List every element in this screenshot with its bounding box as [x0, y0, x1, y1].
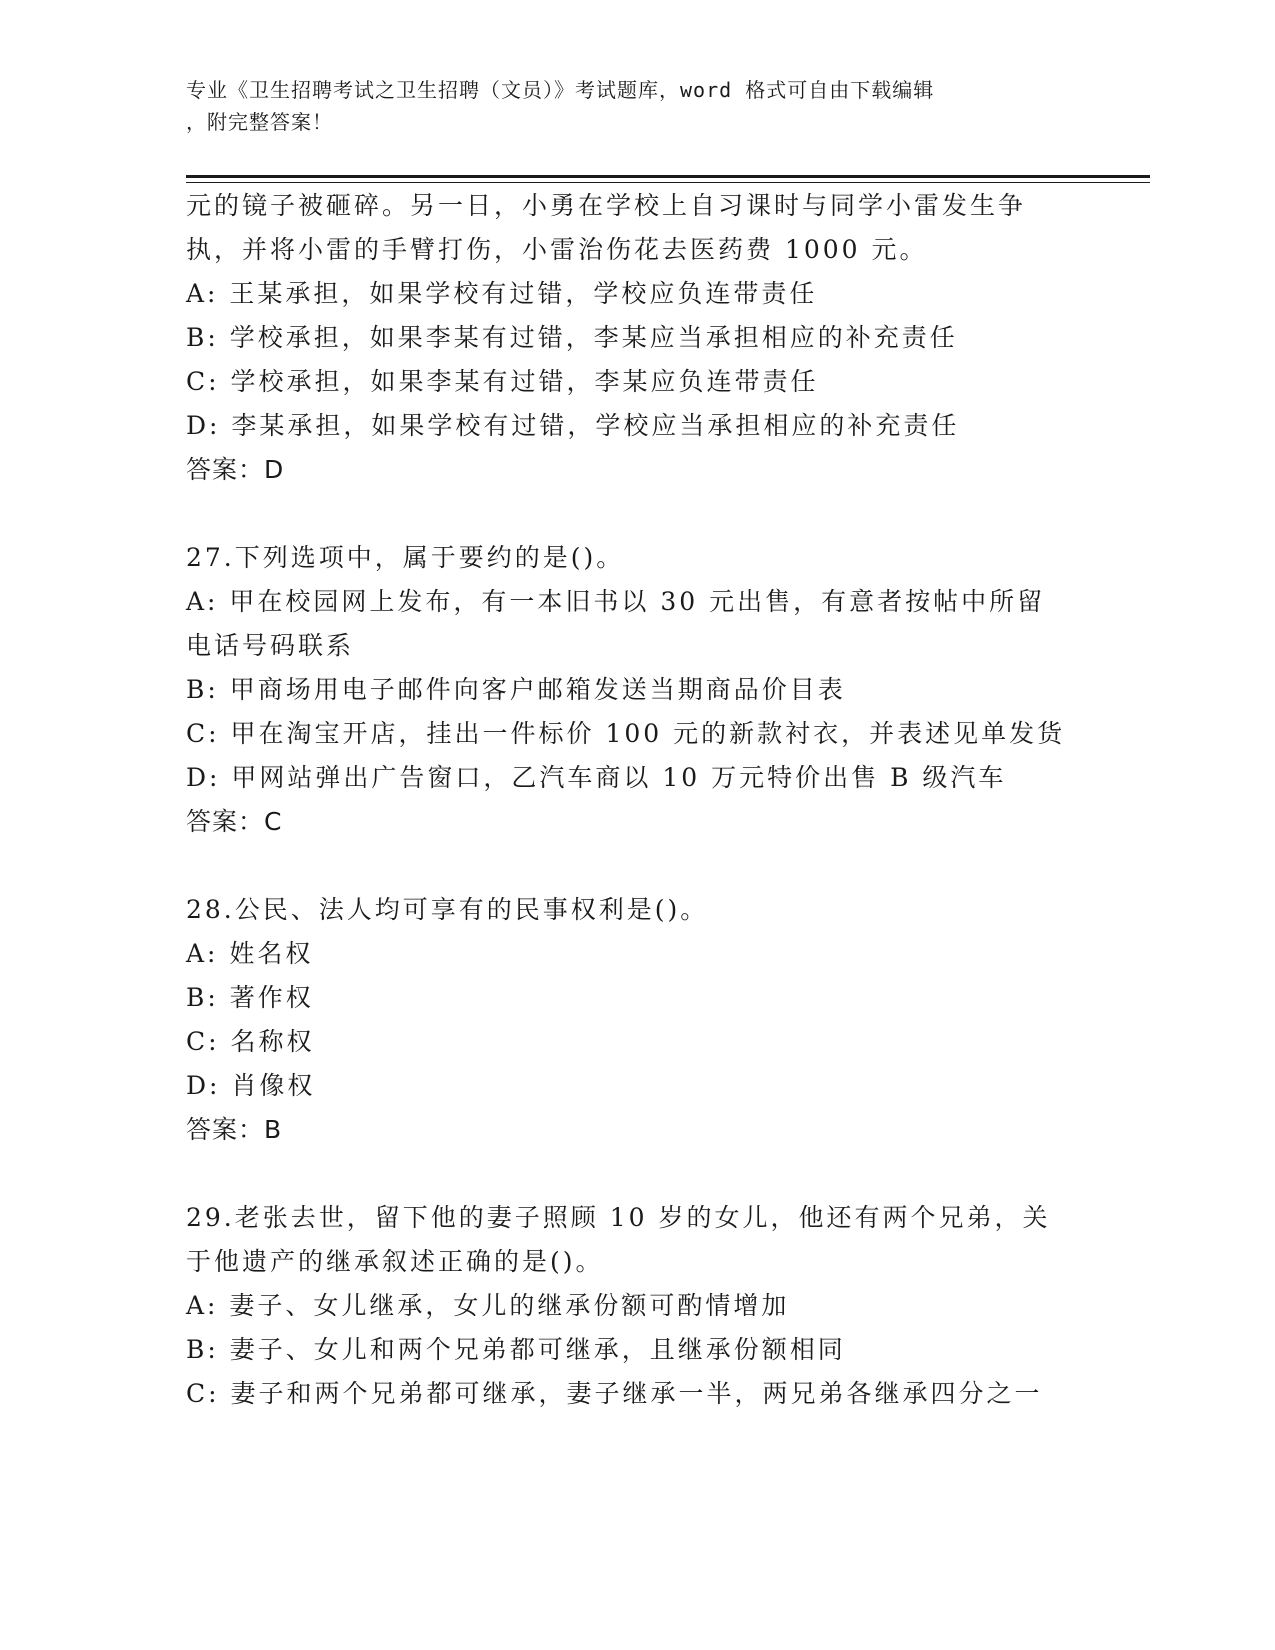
answer: 答案：B [186, 1115, 283, 1144]
answer: 答案：D [186, 455, 285, 484]
question-29-stem-continuation: 于他遗产的继承叙述正确的是()。 [186, 1247, 604, 1276]
option-b: B: 妻子、女儿和两个兄弟都可继承，且继承份额相同 [186, 1335, 846, 1364]
header-divider-thin [186, 182, 1150, 183]
question-28-stem: 28.公民、法人均可享有的民事权利是()。 [186, 895, 709, 924]
option-d: D: 肖像权 [186, 1071, 316, 1100]
option-a: A: 妻子、女儿继承，女儿的继承份额可酌情增加 [186, 1291, 790, 1320]
question-continuation-line: 元的镜子被砸碎。另一日，小勇在学校上自习课时与同学小雷发生争 [186, 191, 1027, 220]
option-c: C: 名称权 [186, 1027, 315, 1056]
option-c: C: 甲在淘宝开店，挂出一件标价 100 元的新款衬衣，并表述见单发货 [186, 719, 1066, 748]
header-divider-thick [186, 175, 1150, 178]
option-a-continuation: 电话号码联系 [186, 631, 355, 660]
option-d: D: 甲网站弹出广告窗口，乙汽车商以 10 万元特价出售 B 级汽车 [186, 763, 1007, 792]
option-b: B: 著作权 [186, 983, 314, 1012]
option-b: B: 学校承担，如果李某有过错，李某应当承担相应的补充责任 [186, 323, 958, 352]
option-b: B: 甲商场用电子邮件向客户邮箱发送当期商品价目表 [186, 675, 846, 704]
document-header [186, 74, 1066, 138]
question-continuation-line: 执，并将小雷的手臂打伤，小雷治伤花去医药费 1000 元。 [186, 235, 928, 264]
option-c: C: 学校承担，如果李某有过错，李某应负连带责任 [186, 367, 819, 396]
question-29-stem: 29.老张去世，留下他的妻子照顾 10 岁的女儿，他还有两个兄弟，关 [186, 1203, 1051, 1232]
question-27-stem: 27.下列选项中，属于要约的是()。 [186, 543, 625, 572]
header-line-1: 专业《卫生招聘考试之卫生招聘（文员）》考试题库，word 格式可自由下载编辑 [186, 78, 935, 102]
option-a: A: 甲在校园网上发布，有一本旧书以 30 元出售，有意者按帖中所留 [186, 587, 1046, 616]
option-a: A: 王某承担，如果学校有过错，学校应负连带责任 [186, 279, 818, 308]
option-c: C: 妻子和两个兄弟都可继承，妻子继承一半，两兄弟各继承四分之一 [186, 1379, 1043, 1408]
answer: 答案：C [186, 807, 283, 836]
header-line-2: ，附完整答案！ [186, 110, 333, 134]
option-d: D: 李某承担，如果学校有过错，学校应当承担相应的补充责任 [186, 411, 960, 440]
option-a: A: 姓名权 [186, 939, 314, 968]
